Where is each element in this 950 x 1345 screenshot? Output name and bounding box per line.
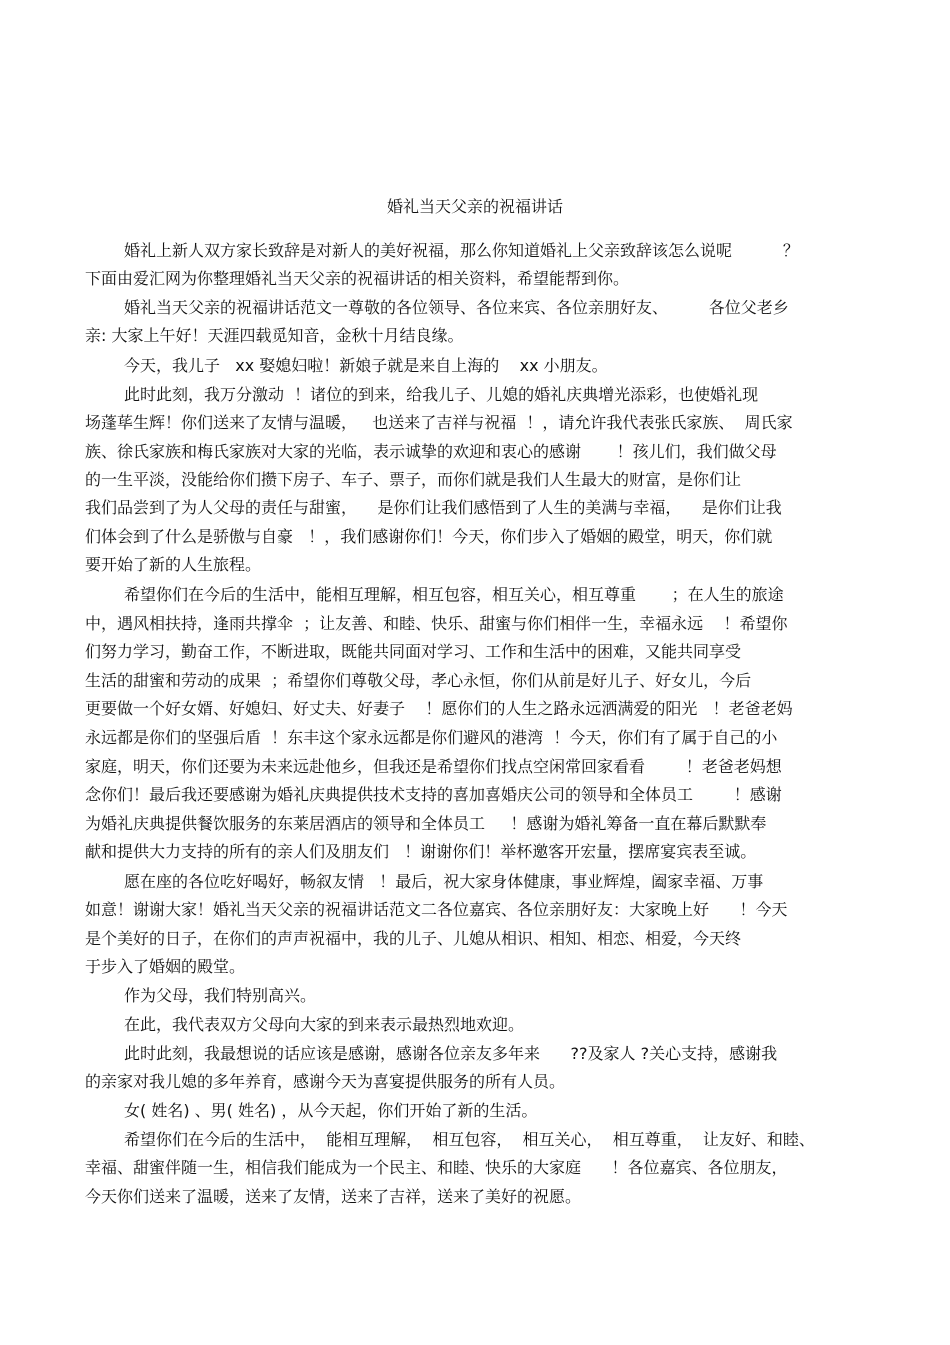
text-line: 更要做一个好女婿、好媳妇、好丈夫、好妻子 ！愿你们的人生之路永远洒满爱的阳光 ！老爸老妈 <box>85 699 793 718</box>
text-line: 希望你们在今后的生活中，能相互理解，相互包容，相互关心，相互尊重 ；在人生的旅途 <box>124 585 784 604</box>
text-line: 是个美好的日子，在你们的声声祝福中，我的儿子、儿媳从相识、相知、相恋、相爱，今天终 <box>85 929 742 948</box>
text-line: 婚礼当天父亲的祝福讲话范文一尊敬的各位领导、各位来宾、各位亲朋好友、 各位父老乡 <box>124 298 789 317</box>
text-line: 今天，我儿子 xx 娶媳妇啦！新娘子就是来自上海的 xx 小朋友。 <box>124 356 608 375</box>
text-line: 家庭，明天，你们还要为未来远赴他乡，但我还是希望你们找点空闲常回家看看 ！老爸老妈想 <box>85 757 782 776</box>
text-line: 亲: 大家上午好！天涯四载觅知音，金秋十月结良缘。 <box>85 326 464 345</box>
text-line: 们体会到了什么是骄傲与自豪 ！，我们感谢你们！今天，你们步入了婚姻的殿堂，明天，你们就 <box>85 527 773 546</box>
text-line: 女( 姓名) 、男( 姓名) ，从今天起，你们开始了新的生活。 <box>124 1101 538 1120</box>
text-line: 幸福、甜蜜伴随一生，相信我们能成为一个民主、和睦、快乐的大家庭 ！各位嘉宾、各位朋友， <box>85 1158 788 1177</box>
text-line: 献和提供大力支持的所有的亲人们及朋友们 ！谢谢你们！举杯邀客开宏量，摆席宴宾表至诚。 <box>85 842 757 861</box>
text-line: 要开始了新的人生旅程。 <box>85 555 262 574</box>
text-line: 希望你们在今后的生活中， 能相互理解， 相互包容， 相互关心， 相互尊重， 让友好、和睦、 <box>124 1130 815 1149</box>
text-line: 念你们！最后我还要感谢为婚礼庆典提供技术支持的喜加喜婚庆公司的领导和全体员工 ！感谢 <box>85 785 782 804</box>
text-line: 下面由爱汇网为你整理婚礼当天父亲的祝福讲话的相关资料，希望能帮到你。 <box>85 269 630 288</box>
text-line: 我们品尝到了为人父母的责任与甜蜜， 是你们让我们感悟到了人生的美满与幸福， 是你们让我 <box>85 498 782 517</box>
text-line: 在此，我代表双方父母向大家的到来表示最热烈地欢迎。 <box>124 1015 525 1034</box>
text-line: 为婚礼庆典提供餐饮服务的东莱居酒店的领导和全体员工 ！感谢为婚礼筹备一直在幕后默默奉 <box>85 814 767 833</box>
text-line: 于步入了婚姻的殿堂。 <box>85 957 246 976</box>
text-line: 作为父母，我们特别高兴。 <box>124 986 317 1005</box>
text-line: 此时此刻，我万分激动 ！诸位的到来，给我儿子、儿媳的婚礼庆典增光添彩，也使婚礼现 <box>124 385 759 404</box>
text-line: 的亲家对我儿媳的多年养育，感谢今天为喜宴提供服务的所有人员。 <box>85 1072 566 1091</box>
text-line: 永远都是你们的坚强后盾 ！东丰这个家永远都是你们避风的港湾 ！今天，你们有了属于自己的小 <box>85 728 778 747</box>
text-line: 今天你们送来了温暖，送来了友情，送来了吉祥，送来了美好的祝愿。 <box>85 1187 582 1206</box>
document-title: 婚礼当天父亲的祝福讲话 <box>386 197 563 216</box>
text-line: 此时此刻，我最想说的话应该是感谢，感谢各位亲友多年来 ??及家人 ?关心支持，感谢我 <box>124 1044 778 1063</box>
text-line: 愿在座的各位吃好喝好，畅叙友情 ！最后，祝大家身体健康，事业辉煌，阖家幸福、万事 <box>124 872 764 891</box>
text-line: 如意！谢谢大家！婚礼当天父亲的祝福讲话范文二各位嘉宾、各位亲朋好友：大家晚上好 ！今天 <box>85 900 788 919</box>
text-line: 婚礼上新人双方家长致辞是对新人的美好祝福，那么你知道婚礼上父亲致辞该怎么说呢 ？ <box>124 241 799 260</box>
text-line: 的一生平淡，没能给你们攒下房子、车子、票子，而你们就是我们人生最大的财富，是你们让 <box>85 470 742 489</box>
text-line: 场蓬荜生辉！你们送来了友情与温暖， 也送来了吉祥与祝福 ！，请允许我代表张氏家族、 周氏家 <box>85 413 793 432</box>
text-line: 们努力学习，勤奋工作，不断进取，既能共同面对学习、工作和生活中的困难，又能共同享受 <box>85 642 742 661</box>
text-line: 中，遇风相扶持，逢雨共撑伞 ；让友善、和睦、快乐、甜蜜与你们相伴一生，幸福永远 ！希望你 <box>85 614 788 633</box>
text-line: 族、徐氏家族和梅氏家族对大家的光临，表示诚挚的欢迎和衷心的感谢 ！孩儿们，我们做父母 <box>85 442 777 461</box>
text-line: 生活的甜蜜和劳动的成果 ；希望你们尊敬父母，孝心永恒，你们从前是好儿子、好女儿，今后 <box>85 671 752 690</box>
